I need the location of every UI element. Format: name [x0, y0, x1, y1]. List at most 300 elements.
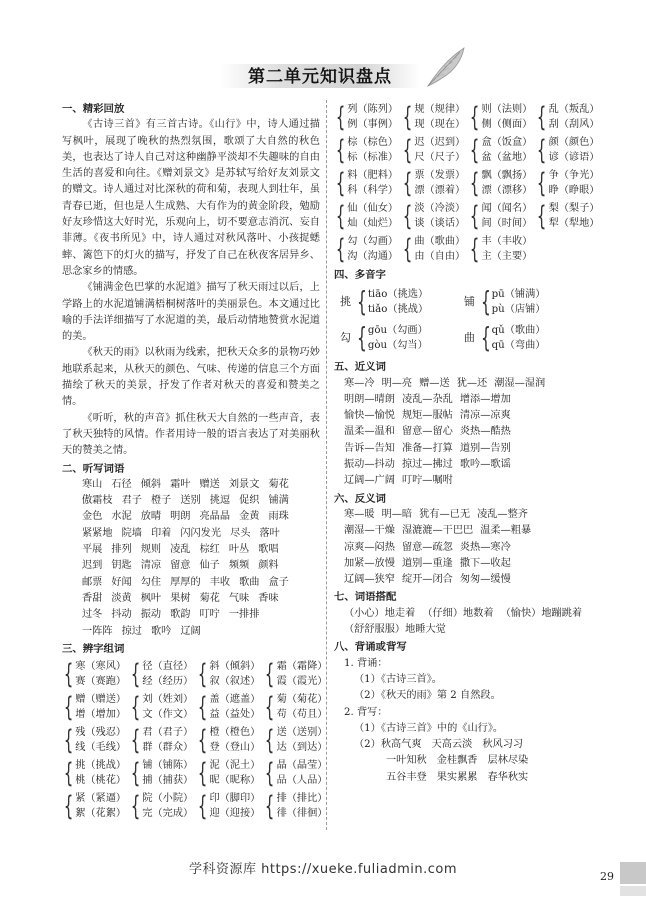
- word: 金黄: [239, 511, 260, 523]
- word: 淡黄: [111, 592, 132, 604]
- char-group-words: [75, 659, 126, 689]
- char-group-words: [481, 234, 532, 264]
- word: 菊花: [199, 592, 220, 604]
- char-word: 徘（徘徊）: [276, 808, 328, 820]
- title-banner: [170, 52, 470, 92]
- antonym-pair: 温柔—粗暴: [480, 525, 532, 537]
- antonym-pair: 凌乱—整齐: [477, 508, 528, 520]
- char-group-words: [414, 102, 465, 132]
- char-group-row: [62, 790, 328, 822]
- word-row: [82, 493, 320, 509]
- word-row: [82, 509, 320, 525]
- char-group: [196, 791, 260, 821]
- char-group-words: [277, 659, 328, 689]
- char-group: [263, 725, 327, 755]
- word: 歌唱: [258, 544, 279, 556]
- char-group-words: [347, 201, 398, 231]
- word: 叮咛: [199, 609, 220, 621]
- char-word: 赠（赠送）: [75, 694, 127, 706]
- word: 凌乱: [170, 544, 191, 556]
- synonym-pair: 犹—还: [456, 377, 488, 389]
- word: 傲霜枝: [82, 495, 113, 507]
- synonym-pair: 准备—打算: [401, 442, 453, 454]
- char-word: 勾（勾画）: [347, 236, 399, 247]
- char-group: [334, 168, 398, 198]
- word: 亮晶晶: [199, 511, 231, 523]
- char-group-words: [142, 692, 193, 722]
- brace-symbol: {: [130, 658, 141, 690]
- word: 闪闪发光: [180, 527, 222, 539]
- char-word: 斜（倾斜）: [209, 661, 261, 673]
- synonym-pair: 道别—告别: [459, 442, 511, 454]
- char-word: 印（脚印）: [209, 793, 261, 805]
- synonym-pair: 炎热—酷热: [459, 426, 511, 438]
- poem-phrase: 春华秋实: [487, 771, 529, 783]
- char-word: 标（标准）: [347, 152, 399, 163]
- synonym-pair-row: [334, 424, 592, 440]
- brace-symbol: {: [335, 200, 346, 232]
- brace-symbol: {: [480, 321, 491, 355]
- char-word: 排（排比）: [276, 793, 328, 805]
- brace-symbol: {: [335, 134, 346, 166]
- char-word: 径（直径）: [142, 661, 194, 673]
- brace-symbol: {: [470, 233, 480, 265]
- char-word: 残（残忍）: [75, 727, 127, 739]
- word: 歌韵: [170, 609, 191, 621]
- word: 歌吟: [150, 625, 172, 637]
- char-group: [196, 692, 260, 722]
- brace-symbol: {: [63, 724, 74, 756]
- char-group-words: [277, 758, 328, 788]
- brace-symbol: {: [480, 285, 491, 319]
- brace-symbol: {: [470, 101, 480, 133]
- poem-phrase: 天高云淡: [431, 739, 473, 751]
- synonym-pair: 愉快—愉悦: [344, 410, 395, 422]
- collocation: （愉快）地蹦跳着: [500, 607, 583, 619]
- char-word: 苟（苟且）: [276, 709, 328, 721]
- synonym-pair: 温柔—温和: [344, 426, 395, 438]
- poem-block: [334, 737, 592, 786]
- antonym-pair-row: [334, 507, 592, 523]
- left-column: [62, 100, 328, 824]
- char-group: [334, 135, 398, 165]
- char-group-words: [277, 725, 328, 755]
- word: 雨珠: [268, 511, 289, 523]
- char-word: 漂（漂移）: [481, 185, 533, 196]
- char-word: 盒（饭盒）: [481, 137, 533, 148]
- word: 平展: [82, 544, 103, 556]
- char-word: 紧（紧逼）: [75, 793, 127, 805]
- word: 紧紧地: [82, 527, 113, 539]
- char-word: 霞（霞光）: [276, 676, 328, 688]
- word: 厚厚的: [170, 576, 201, 588]
- word: 清凉: [140, 560, 162, 572]
- word: 频频: [228, 560, 250, 572]
- char-group-words: [481, 102, 532, 132]
- reading: tiǎo（挑战）: [367, 304, 429, 316]
- char-group-words: [75, 725, 126, 755]
- right-column: [334, 100, 600, 786]
- char-group: [62, 758, 126, 788]
- char-group: [62, 791, 126, 821]
- section-heading: 八、背诵或背写: [334, 641, 407, 654]
- char-group: [535, 102, 599, 132]
- item-label: （2）: [354, 739, 381, 751]
- char-word: 梨（梨子）: [548, 203, 600, 214]
- page-title: 第二单元知识盘点: [248, 67, 392, 87]
- antonym-list: [334, 507, 592, 588]
- word: 掠过: [121, 625, 142, 637]
- char-group: [263, 659, 327, 689]
- char-word: 间（时间）: [481, 218, 533, 229]
- word: 好闻: [111, 576, 132, 588]
- char-group: [62, 659, 126, 689]
- char-word: 院（小院）: [142, 793, 194, 805]
- char-word: 睁（睁眼）: [548, 185, 600, 196]
- char-word: 经（经历）: [142, 676, 194, 688]
- word: 钥匙: [111, 560, 132, 572]
- word: 气味: [228, 592, 250, 604]
- brace-symbol: {: [470, 167, 480, 199]
- char-group: [334, 234, 398, 264]
- synonym-pair-row: [334, 376, 592, 392]
- brace-symbol: {: [265, 724, 275, 756]
- word-row: [82, 624, 320, 640]
- char-word: 曲（歌曲）: [414, 236, 466, 247]
- poem-phrase: 金桂飘香: [436, 755, 478, 767]
- char-word: 犁（犁地）: [548, 218, 600, 229]
- char-group-row: [334, 167, 600, 199]
- char-word: 刮（刮风）: [548, 119, 600, 130]
- char-group: [196, 758, 260, 788]
- brace-symbol: {: [335, 101, 346, 133]
- char-group-words: [414, 201, 465, 231]
- brace-symbol: {: [402, 167, 413, 199]
- char-group: [468, 102, 532, 132]
- char-group-words: [347, 102, 398, 132]
- synonym-pair: 寒—冷: [344, 377, 375, 389]
- word: 君子: [121, 495, 142, 507]
- section-heading: 五、近义词: [334, 361, 386, 374]
- brace-symbol: {: [402, 233, 413, 265]
- brace-symbol: {: [335, 167, 346, 199]
- char-word: 沟（沟通）: [347, 251, 399, 262]
- brace-symbol: {: [537, 101, 547, 133]
- char-group: [334, 201, 398, 231]
- poem-line: [334, 770, 592, 786]
- word: 金色: [82, 511, 103, 523]
- poem-phrase: 五谷丰登: [386, 771, 427, 783]
- paragraph: 《古诗三首》有三首古诗。《山行》中，诗人通过描写枫叶，展现了晚秋的热烈氛围，歌颂了大自然的秋色美，也表达了诗人自己对这种幽静平淡却不失趣味的自由生活的喜爱和向往。《赠刘景文》是苏轼写给好友刘景文的赠文。诗人通过对比深秋的荷和菊，表现人到壮年，虽青春已逝，但也是人生成熟、大有作为的黄金阶段，勉励好友珍惜这大好时光，乐观向上，切不要意志消沉、妄自菲薄。《夜书所见》中，诗人通过对秋风落叶、小孩捉蟋蟀、篱笆下的灯火的描写，抒发了自己在秋夜客居异乡、思念家乡的情感。: [62, 119, 320, 277]
- char-word: 规（规律）: [414, 104, 466, 115]
- char-word: 现（现在）: [414, 119, 466, 130]
- section-heading: 一、精彩回放: [62, 103, 125, 115]
- polyphone-char: 勾: [340, 331, 351, 345]
- reading: qǔ（歌曲）: [491, 325, 546, 337]
- char-word: 霜（霜降）: [276, 661, 328, 673]
- synonym-pair-row: [334, 408, 592, 424]
- brace-symbol: {: [63, 658, 74, 690]
- synonym-pair: 告诉—告知: [344, 442, 395, 454]
- collocation: （舒舒服服）地睡大觉: [344, 624, 446, 636]
- word: 赠送: [199, 478, 220, 490]
- synonym-pair-row: [334, 473, 592, 489]
- synonym-pair: 规矩—服帖: [401, 410, 453, 422]
- char-group: [401, 234, 465, 264]
- char-word: 票（发票）: [414, 170, 466, 181]
- collocation: （小心）地走着: [344, 607, 416, 619]
- collocation-row: [334, 606, 592, 622]
- brace-symbol: {: [537, 167, 547, 199]
- dictation-word-list: [62, 477, 320, 640]
- word: 挑逗: [209, 495, 231, 507]
- char-word: 争（争光）: [548, 170, 600, 181]
- word: 一阵阵: [82, 625, 113, 637]
- char-word: 由（自由）: [414, 251, 466, 262]
- polyphone-readings: [492, 323, 558, 353]
- brace-symbol: {: [198, 724, 208, 756]
- word: 院墙: [121, 527, 142, 539]
- section-heading: 二、听写词语: [62, 462, 125, 475]
- antonym-pair: 匆匆—缓慢: [459, 574, 511, 586]
- char-word: 飘（飘扬）: [481, 170, 533, 181]
- char-word: 淡（冷淡）: [414, 203, 466, 214]
- brace-symbol: {: [357, 321, 367, 355]
- char-group-row: [334, 200, 600, 232]
- char-word: 絮（花絮）: [75, 808, 127, 820]
- char-word: 君（君子）: [142, 727, 194, 739]
- char-word: 迎（迎接）: [209, 808, 261, 820]
- char-word: 谚（谚语）: [548, 152, 600, 163]
- word-row: [82, 607, 320, 623]
- char-group: [401, 102, 465, 132]
- char-word: 赛（赛跑）: [75, 676, 127, 688]
- poem-phrase: 层林尽染: [487, 755, 529, 767]
- char-word: 灿（灿烂）: [347, 218, 399, 229]
- char-word: 桃（桃花）: [75, 775, 127, 787]
- char-word: 增（增加）: [75, 709, 127, 721]
- word: 颜料: [258, 560, 279, 572]
- antonym-pair: 道别—重逢: [401, 557, 453, 569]
- collocation: （仔细）地数着: [422, 607, 494, 619]
- antonym-pair: 炎热—寒冷: [459, 541, 511, 553]
- char-word: 线（毛线）: [75, 742, 127, 754]
- synonym-pair: 明—亮: [381, 377, 413, 389]
- char-word: 主（主要）: [481, 251, 533, 262]
- char-group-row: [62, 757, 328, 789]
- reading: pū（铺满）: [491, 289, 546, 301]
- synonym-pair: 叮咛—嘱咐: [401, 475, 453, 487]
- char-group-words: [347, 135, 398, 165]
- char-group-words: [549, 168, 600, 198]
- reading: tiāo（挑选）: [367, 289, 429, 301]
- brace-symbol: {: [130, 757, 141, 789]
- word: 霜叶: [170, 478, 191, 490]
- char-group-words: [414, 135, 465, 165]
- char-group-words: [277, 791, 328, 821]
- synonym-pair: 增添—增加: [459, 393, 511, 405]
- antonym-pair-row: [334, 572, 592, 588]
- word: 叶丛: [228, 544, 250, 556]
- char-group-words: [347, 234, 398, 264]
- brace-symbol: {: [402, 134, 413, 166]
- char-word: 菊（菊花）: [276, 694, 328, 706]
- char-word: 叙（叙述）: [209, 676, 261, 688]
- char-group: [129, 791, 193, 821]
- word-row: [82, 591, 320, 607]
- word: 橙子: [150, 495, 172, 507]
- brace-symbol: {: [265, 658, 275, 690]
- char-word: 登（登山）: [209, 742, 261, 754]
- char-group: [535, 135, 599, 165]
- polyphone-char: 挑: [340, 295, 351, 309]
- word: 明朗: [170, 511, 191, 523]
- page-corner-decoration: [620, 862, 646, 884]
- word: 勾住: [140, 576, 162, 588]
- char-word: 群（群众）: [142, 742, 194, 754]
- recite-item: 1. 背诵：: [344, 657, 388, 669]
- char-word: 品（人品）: [276, 775, 328, 787]
- char-group-list: [62, 658, 328, 822]
- synonym-pair: 赠—送: [419, 377, 450, 389]
- poem-phrase: 果实累累: [436, 771, 478, 783]
- char-group-words: [209, 692, 260, 722]
- char-group-words: [209, 725, 260, 755]
- brace-symbol: {: [402, 101, 413, 133]
- char-group-words: [481, 135, 532, 165]
- char-group-words: [414, 234, 465, 264]
- antonym-pair: 明—暗: [381, 508, 413, 520]
- antonym-pair-row: [334, 556, 592, 572]
- char-group: [62, 725, 126, 755]
- char-group-words: [75, 791, 126, 821]
- synonym-pair: 歌吟—歌谣: [459, 459, 511, 471]
- char-group-row: [62, 658, 328, 690]
- recite-subitem: （2）《秋天的雨》第 2 自然段。: [354, 690, 501, 702]
- char-word: 丰（丰收）: [481, 236, 533, 247]
- word: 铺满: [268, 495, 289, 507]
- char-word: 益（益处）: [209, 709, 261, 721]
- synonym-pair: 留意—留心: [401, 426, 453, 438]
- word: 枫叶: [140, 592, 162, 604]
- char-group-row: [334, 134, 600, 166]
- char-word: 泥（泥土）: [209, 760, 261, 772]
- char-word: 闻（闻名）: [481, 203, 533, 214]
- word: 果树: [170, 592, 191, 604]
- polyphone-readings: [368, 323, 434, 353]
- word: 落叶: [259, 527, 280, 539]
- char-group: [129, 659, 193, 689]
- word: 邮票: [82, 576, 103, 588]
- word: 排列: [111, 544, 132, 556]
- synonym-pair-row: [334, 457, 592, 473]
- brace-symbol: {: [198, 790, 208, 822]
- word: 仙子: [199, 560, 220, 572]
- synonym-pair: 潮湿—湿润: [494, 377, 546, 389]
- word: 石径: [111, 478, 132, 490]
- char-word: 料（肥料）: [347, 170, 399, 181]
- brace-symbol: {: [335, 233, 346, 265]
- char-group: [196, 725, 260, 755]
- word: 水泥: [111, 511, 132, 523]
- word: 盒子: [268, 576, 289, 588]
- paragraph: 《铺满金色巴掌的水泥道》描写了秋天雨过以后，上学路上的水泥道铺满梧桐树落叶的美丽景色。本文通过比喻的手法详细描写了水泥道的美，最后动情地赞赏水泥道的美。: [62, 282, 320, 343]
- char-word: 挑（挑战）: [75, 760, 127, 772]
- char-group-words: [209, 659, 260, 689]
- brace-symbol: {: [198, 658, 208, 690]
- collocation-list: [334, 606, 592, 639]
- synonym-pair-row: [334, 441, 592, 457]
- char-word: 乱（叛乱）: [548, 104, 600, 115]
- char-group: [468, 201, 532, 231]
- char-word: 漂（漂着）: [414, 185, 466, 196]
- char-group: [263, 758, 327, 788]
- char-word: 橙（橙色）: [209, 727, 261, 739]
- recite-subitem: （1）《古诗三首》。: [354, 673, 442, 685]
- polyphone-list: [334, 287, 592, 353]
- antonym-pair: 留意—疏忽: [401, 541, 453, 553]
- word: 棕红: [199, 544, 220, 556]
- synonym-pair: 凌乱—杂乱: [401, 393, 453, 405]
- char-group-words: [277, 692, 328, 722]
- char-word: 寒（寒风）: [75, 661, 127, 673]
- synonym-pair: 振动—抖动: [344, 459, 395, 471]
- paragraph: 《秋天的雨》以秋雨为线索，把秋天众多的景物巧妙地联系起来，从秋天的颜色、气味、传递的信息三个方面描绘了秋天的美景，抒发了作者对秋天的喜爱和赞美之情。: [62, 347, 320, 408]
- antonym-pair: 凉爽—闷热: [344, 541, 395, 553]
- char-group-words: [75, 758, 126, 788]
- char-word: 达（到达）: [276, 742, 328, 754]
- word: 抖动: [111, 609, 132, 621]
- word: 规则: [140, 544, 162, 556]
- antonym-pair: 加紧—放慢: [344, 557, 395, 569]
- char-group: [535, 168, 599, 198]
- char-group-words: [75, 692, 126, 722]
- word: 倾斜: [140, 478, 162, 490]
- antonym-pair: 绽开—闭合: [401, 574, 453, 586]
- char-group-words: [142, 758, 193, 788]
- brace-symbol: {: [470, 200, 480, 232]
- char-word: 仙（仙女）: [347, 203, 399, 214]
- antonym-pair: 辽阔—狭窄: [344, 574, 395, 586]
- word: 香味: [258, 592, 279, 604]
- brace-symbol: {: [470, 134, 480, 166]
- char-group: [263, 692, 327, 722]
- reading: gōu（勾画）: [367, 325, 428, 337]
- polyphone-char: 曲: [463, 331, 475, 345]
- section-heading: 六、反义词: [334, 492, 386, 505]
- char-word: 捕（捕获）: [142, 775, 194, 787]
- brace-symbol: {: [130, 691, 141, 723]
- char-group-words: [142, 791, 193, 821]
- char-word: 晶（晶莹）: [276, 760, 328, 772]
- char-word: 则（法则）: [481, 104, 533, 115]
- feather-icon: [422, 44, 470, 90]
- word: 辽阔: [180, 625, 201, 637]
- brace-symbol: {: [265, 691, 275, 723]
- poem-line: [334, 753, 592, 769]
- word: 印着: [150, 527, 172, 539]
- word: 留意: [170, 560, 191, 572]
- word: 放晴: [140, 511, 162, 523]
- char-group-words: [549, 201, 600, 231]
- antonym-pair: 潮湿—干燥: [344, 525, 395, 537]
- char-word: 文（作文）: [142, 709, 194, 721]
- word: 刘景文: [228, 478, 260, 490]
- char-word: 铺（铺陈）: [142, 760, 194, 772]
- word: 送别: [180, 495, 201, 507]
- polyphone-row: [340, 323, 592, 353]
- antonym-pair: 撒下—收起: [459, 557, 511, 569]
